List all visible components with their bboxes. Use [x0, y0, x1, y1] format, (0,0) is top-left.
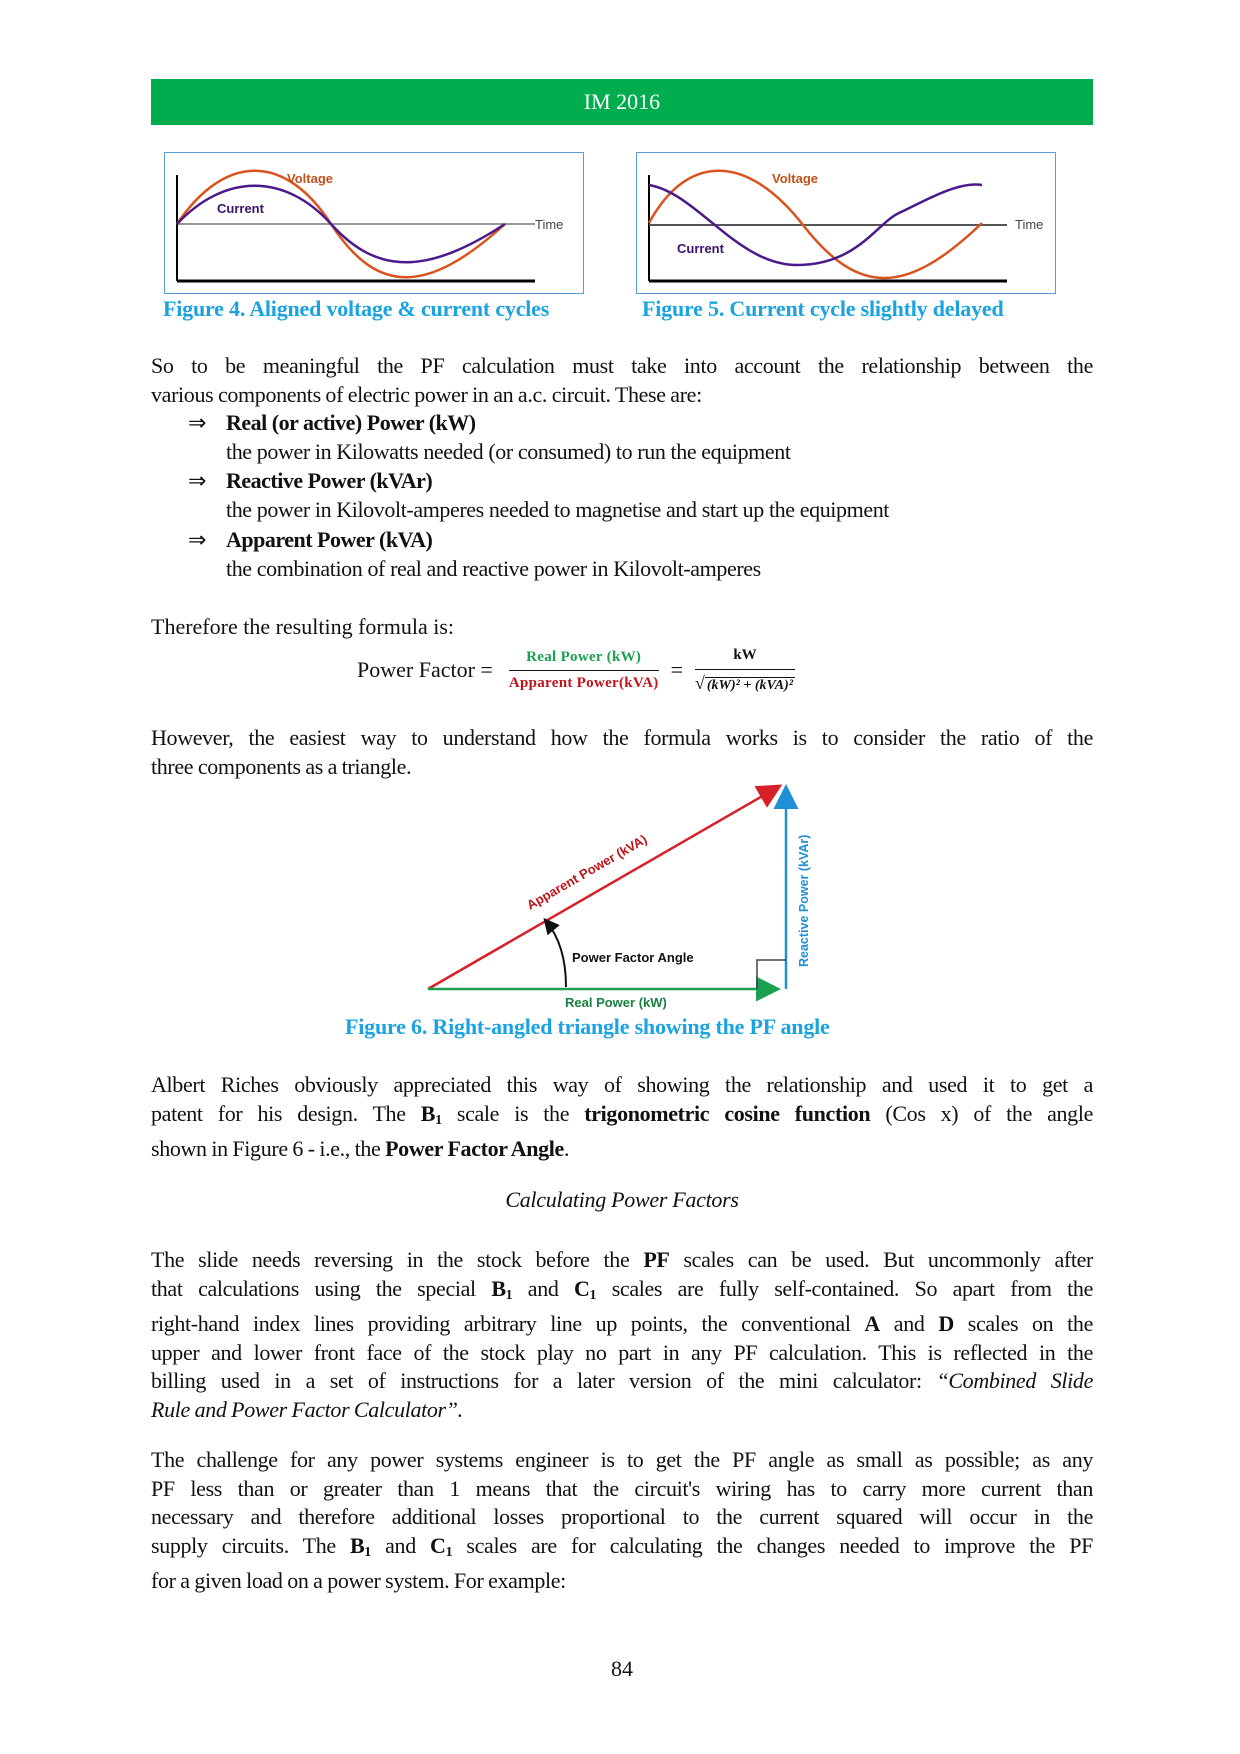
- pf-term: PF: [643, 1247, 670, 1272]
- sqrt-icon: √: [694, 672, 705, 693]
- text: supply circuits. The: [151, 1532, 350, 1558]
- subscript: 1: [364, 1544, 371, 1560]
- current-label: Current: [677, 241, 724, 256]
- component-title: Real (or active) Power (kW): [226, 410, 476, 435]
- text: and: [512, 1275, 574, 1301]
- text: (Cos x) of the angle: [870, 1100, 1094, 1126]
- current-label: Current: [217, 201, 264, 216]
- rhs-denominator: √ (kW)² + (kVA)²: [694, 672, 793, 693]
- triangle-paragraph: [151, 724, 1093, 781]
- text: scales are fully self-contained. So apart from the: [596, 1275, 1093, 1301]
- figure-5-caption: Figure 5. Current cycle slightly delayed: [642, 296, 1004, 321]
- figure-4-caption: Figure 4. Aligned voltage & current cycles: [163, 296, 550, 321]
- component-title: Reactive Power (kVAr): [226, 468, 433, 493]
- formula-lead: Therefore the resulting formula is:: [151, 614, 455, 639]
- cosine-term: trigonometric cosine function: [584, 1100, 871, 1126]
- riches-line-2: [151, 1100, 1093, 1136]
- section-heading: Calculating Power Factors: [505, 1187, 739, 1212]
- text: that calculations using the special: [151, 1275, 492, 1301]
- power-factor-angle-label: Power Factor Angle: [572, 950, 694, 965]
- slide-line-6: [151, 1396, 1093, 1425]
- voltage-label: Voltage: [287, 171, 333, 186]
- subscript: 1: [589, 1287, 597, 1303]
- triangle-line-1: However, the easiest way to understand how the formula works is to consider the ratio of the: [151, 725, 1093, 750]
- text: and: [370, 1532, 431, 1558]
- text: scale is the: [441, 1100, 585, 1126]
- pf-angle-term: Power Factor Angle: [385, 1136, 564, 1162]
- challenge-line-1: The challenge for any power systems engineer is to get the PF angle as small as possible; as any: [151, 1447, 1093, 1472]
- power-triangle-diagram: [420, 775, 820, 1010]
- equals-sign: =: [670, 657, 683, 682]
- implies-arrow-icon: ⇒: [188, 527, 207, 552]
- delayed-waves-chart: [637, 153, 1055, 293]
- figure-5-image: [636, 152, 1056, 294]
- text: right-hand index lines providing arbitrary line up points, the conventional: [151, 1311, 865, 1337]
- fraction-main: [509, 649, 659, 692]
- slide-line-1: [151, 1246, 1093, 1275]
- riches-line-1: Albert Riches obviously appreciated this way of showing the relationship and used it to get a: [151, 1072, 1093, 1097]
- text: scales are for calculating the changes needed to improve the PF: [452, 1532, 1093, 1558]
- figure-6-caption: Figure 6. Right-angled triangle showing the PF angle: [345, 1014, 830, 1039]
- b-scale-label: B: [349, 1532, 365, 1558]
- c-scale-label: C: [430, 1532, 446, 1558]
- fraction-denominator: Apparent Power(kVA): [508, 674, 659, 691]
- subscript: 1: [435, 1112, 442, 1128]
- subscript: 1: [505, 1287, 513, 1303]
- d-scale-label: D: [938, 1311, 954, 1337]
- page-header-band: [151, 79, 1093, 125]
- text: patent for his design. The: [151, 1100, 421, 1126]
- text: billing used in a set of instructions for a later version of the mini calculator:: [151, 1368, 937, 1394]
- component-desc: the combination of real and reactive power in Kilovolt-amperes: [226, 556, 761, 581]
- subscript: 1: [445, 1544, 453, 1560]
- intro-line-1: So to be meaningful the PF calculation must take into account the relationship between the: [151, 353, 1093, 378]
- slide-line-4: upper and lower front face of the stock play no part in any PF calculation. This is reflected in the: [151, 1339, 1093, 1365]
- slide-line-2: [151, 1275, 1093, 1311]
- b-scale-label: B: [420, 1100, 436, 1126]
- implies-arrow-icon: ⇒: [188, 468, 207, 493]
- challenge-line-5: for a given load on a power system. For example:: [151, 1568, 566, 1594]
- reactive-power-label: Reactive Power (kVAr): [797, 834, 811, 967]
- figure-4-image: [164, 152, 584, 294]
- text: shown in Figure 6 - i.e., the: [151, 1136, 386, 1162]
- intro-line-2: various components of electric power in an a.c. circuit. These are:: [151, 381, 702, 407]
- apparent-power-label: Apparent Power (kVA): [524, 831, 650, 913]
- a-scale-label: A: [864, 1311, 880, 1337]
- figure-6-image: [420, 775, 820, 1010]
- triangle-line-2: three components as a triangle.: [151, 753, 412, 779]
- page-number: 84: [611, 1656, 633, 1681]
- text: and: [879, 1311, 939, 1337]
- challenge-line-4: [151, 1532, 1093, 1568]
- c-scale-label: C: [574, 1275, 590, 1301]
- fraction-numerator: Real Power (kW): [509, 649, 659, 671]
- component-desc: the power in Kilovolt-amperes needed to magnetise and start up the equipment: [226, 497, 890, 522]
- quoted-title: Rule and Power Factor Calculator”.: [151, 1396, 463, 1422]
- quoted-title: “Combined Slide: [936, 1368, 1093, 1394]
- time-label: Time: [1015, 217, 1044, 232]
- time-label: Time: [535, 217, 564, 232]
- fraction-rhs: [695, 647, 795, 694]
- slide-line-3: [151, 1310, 1093, 1339]
- slide-paragraph: [151, 1246, 1093, 1425]
- challenge-paragraph: [151, 1446, 1093, 1596]
- text: scales can be used. But uncommonly after: [669, 1247, 1094, 1272]
- aligned-waves-chart: [165, 153, 583, 293]
- text: .: [563, 1136, 570, 1162]
- power-factor-formula: [357, 640, 795, 700]
- challenge-line-2: PF less than or greater than 1 means that the circuit's wiring has to carry more current than: [151, 1475, 1093, 1501]
- intro-paragraph: [151, 352, 1093, 409]
- text: The slide needs reversing in the stock before the: [151, 1247, 644, 1272]
- header-title: IM 2016: [583, 89, 661, 114]
- formula-lhs: Power Factor =: [357, 657, 493, 682]
- text: scales on the: [953, 1311, 1093, 1337]
- component-title: Apparent Power (kVA): [226, 527, 433, 552]
- real-power-label: Real Power (kW): [565, 995, 667, 1010]
- riches-line-3: [151, 1135, 1093, 1164]
- component-desc: the power in Kilowatts needed (or consumed) to run the equipment: [226, 439, 791, 464]
- voltage-label: Voltage: [772, 171, 818, 186]
- challenge-line-3: necessary and therefore additional losses proportional to the current squared will occur in the: [151, 1504, 1093, 1530]
- rhs-numerator: kW: [695, 647, 795, 670]
- b-scale-label: B: [491, 1275, 506, 1301]
- implies-arrow-icon: ⇒: [188, 410, 207, 435]
- slide-line-5: [151, 1367, 1093, 1396]
- riches-paragraph: [151, 1071, 1093, 1164]
